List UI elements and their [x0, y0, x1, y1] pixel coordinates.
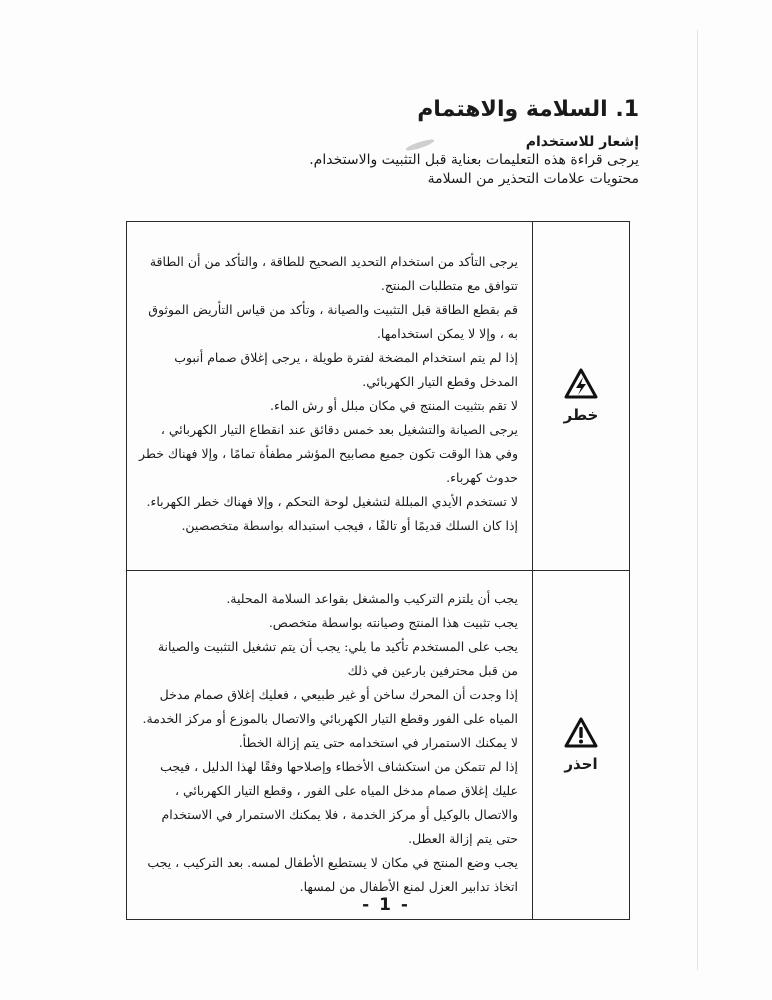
- danger-icon-cell: [533, 222, 630, 571]
- intro-line-1: يرجى قراءة هذه التعليمات بعناية قبل التثبيت والاستخدام.: [309, 152, 639, 168]
- danger-line: يرجى الصيانة والتشغيل بعد خمس دقائق عند انقطاع التيار الكهربائي ، وفي هذا الوقت تكون جميع مصابيح المؤشر مطفأة تمامًا ، وإلا فهناك خطر حدوث كهرباء.: [139, 422, 518, 485]
- warning-line: يجب تثبيت هذا المنتج وصيانته بواسطة متخصص.: [268, 615, 518, 630]
- warning-line: يجب على المستخدم تأكيد ما يلي: يجب أن يتم تشغيل التثبيت والصيانة من قبل محترفين بارعين في ذلك: [157, 639, 518, 678]
- warning-triangle-icon: [564, 717, 598, 749]
- section-title: 1. السلامة والاهتمام: [417, 97, 639, 122]
- warning-icon-cell: [533, 571, 630, 920]
- page-edge-line: [697, 30, 698, 970]
- section-subtitle: إشعار للاستخدام: [525, 134, 639, 150]
- danger-line: إذا كان السلك قديمًا أو تالفًا ، فيجب استبداله بواسطة متخصصين.: [181, 518, 518, 533]
- danger-text-cell: [127, 222, 533, 571]
- danger-triangle-icon: [564, 368, 598, 400]
- section-header: [119, 95, 639, 189]
- danger-line: إذا لم يتم استخدام المضخة لفترة طويلة ، يرجى إغلاق صمام أنبوب المدخل وقطع التيار الكهربائي.: [174, 350, 518, 389]
- warning-line: إذا وجدت أن المحرك ساخن أو غير طبيعي ، فعليك إغلاق صمام مدخل المياه على الفور وقطع التيار الكهربائي والاتصال بالموزع أو مركز الخدمة. لا يمكنك الاستمرار في استخدامه حتى يتم إزالة الخطأ.: [142, 687, 518, 750]
- warning-line: يجب وضع المنتج في مكان لا يستطيع الأطفال لمسه. بعد التركيب ، يجب اتخاذ تدابير العزل لمنع الأطفال من لمسها.: [147, 855, 518, 894]
- safety-table: [126, 221, 630, 920]
- danger-line: لا تقم بتثبيت المنتج في مكان مبلل أو رش الماء.: [270, 398, 518, 413]
- intro-line-2: محتويات علامات التحذير من السلامة: [427, 171, 639, 187]
- danger-line: لا تستخدم الأيدي المبللة لتشغيل لوحة التحكم ، وإلا فهناك خطر الكهرباء.: [146, 494, 518, 509]
- page-number: - 1 -: [362, 895, 410, 915]
- warning-line: إذا لم تتمكن من استكشاف الأخطاء وإصلاحها وفقًا لهذا الدليل ، فيجب عليك إغلاق صمام مدخل المياه على الفور ، وقطع التيار الكهربائي ، والاتصال بالوكيل أو مركز الخدمة ، فلا يمكنك الاستمرار في الاستخدام حتى يتم إزالة العطل.: [160, 759, 518, 846]
- danger-row: [127, 222, 630, 571]
- warning-row: [127, 571, 630, 920]
- warning-label: احذر: [564, 755, 598, 773]
- danger-label: خطر: [563, 406, 599, 424]
- danger-line: قم بقطع الطاقة قبل التثبيت والصيانة ، وتأكد من قياس التأريض الموثوق به ، وإلا لا يمكن استخدامها.: [148, 302, 518, 341]
- warning-line: يجب أن يلتزم التركيب والمشغل بقواعد السلامة المحلية.: [226, 591, 518, 606]
- danger-line: يرجى التأكد من استخدام التحديد الصحيح للطاقة ، والتأكد من أن الطاقة تتوافق مع متطلبات المنتج.: [149, 254, 518, 293]
- warning-text-cell: [127, 571, 533, 920]
